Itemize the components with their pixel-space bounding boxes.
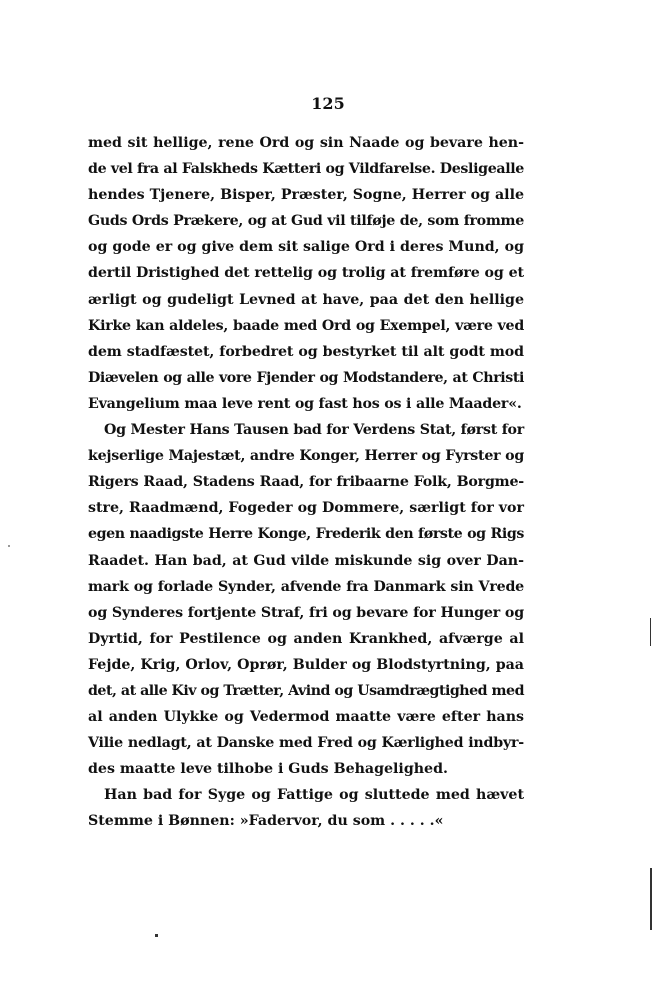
text-line: Diævelen og alle vore Fjender og Modstandere, at Christi bbox=[88, 369, 524, 386]
scan-mark-right-lower bbox=[650, 868, 652, 930]
text-line: egen naadigste Herre Konge, Frederik den første og Rigs bbox=[88, 526, 524, 543]
text-line: mark og forlade Synder, afvende fra Danmark sin Vrede bbox=[88, 578, 524, 595]
text-line: og Synderes fortjente Straf, fri og bevare for Hunger og bbox=[88, 604, 524, 621]
text-line: Stemme i Bønnen: »Fadervor, du som . . . . .« bbox=[88, 813, 444, 830]
text-line: Og Mester Hans Tausen bad for Verdens Stat, først for bbox=[104, 422, 524, 439]
text-line: det, at alle Kiv og Trætter, Avind og Usamdrægtighed med bbox=[88, 682, 524, 699]
scan-dot-bottom bbox=[155, 934, 158, 937]
text-line: Fejde, Krig, Orlov, Oprør, Bulder og Blodstyrtning, paa bbox=[88, 656, 524, 673]
text-line: hendes Tjenere, Bisper, Præster, Sogne, Herrer og alle bbox=[88, 187, 524, 204]
text-line: Raadet. Han bad, at Gud vilde miskunde sig over Dan- bbox=[88, 552, 524, 569]
text-line: dertil Dristighed det rettelig og trolig at fremføre og et bbox=[88, 265, 524, 282]
scan-dot-left bbox=[8, 545, 10, 547]
text-line: Dyrtid, for Pestilence og anden Krankhed, afværge al bbox=[88, 630, 524, 647]
text-line: Guds Ords Prækere, og at Gud vil tilføje de, som fromme bbox=[88, 213, 524, 230]
text-line: kejserlige Majestæt, andre Konger, Herrer og Fyrster og bbox=[88, 448, 524, 465]
text-line: ærligt og gudeligt Levned at have, paa det den hellige bbox=[88, 291, 524, 308]
text-line: med sit hellige, rene Ord og sin Naade og bevare hen- bbox=[88, 135, 524, 151]
page-number: 125 bbox=[311, 94, 345, 113]
text-line: de vel fra al Falskheds Kætteri og Vildfarelse. Desligealle bbox=[88, 161, 524, 178]
text-line: dem stadfæstet, forbedret og bestyrket til alt godt mod bbox=[88, 343, 524, 360]
body-text bbox=[88, 130, 524, 835]
scan-mark-right-upper bbox=[650, 618, 651, 646]
text-line: Evangelium maa leve rent og fast hos os i alle Maader«. bbox=[88, 395, 522, 412]
text-line: stre, Raadmænd, Fogeder og Dommere, særligt for vor bbox=[88, 500, 524, 517]
text-line: Kirke kan aldeles, baade med Ord og Exempel, være ved bbox=[88, 317, 524, 334]
text-line: Han bad for Syge og Fattige og sluttede med hævet bbox=[104, 787, 524, 804]
text-line: Rigers Raad, Stadens Raad, for fribaarne Folk, Borgme- bbox=[88, 474, 524, 491]
text-line: Vilie nedlagt, at Danske med Fred og Kærlighed indbyr- bbox=[88, 735, 524, 752]
text-line: al anden Ulykke og Vedermod maatte være efter hans bbox=[88, 709, 524, 726]
text-line: des maatte leve tilhobe i Guds Behagelighed. bbox=[88, 761, 448, 778]
text-line: og gode er og give dem sit salige Ord i deres Mund, og bbox=[88, 239, 524, 256]
